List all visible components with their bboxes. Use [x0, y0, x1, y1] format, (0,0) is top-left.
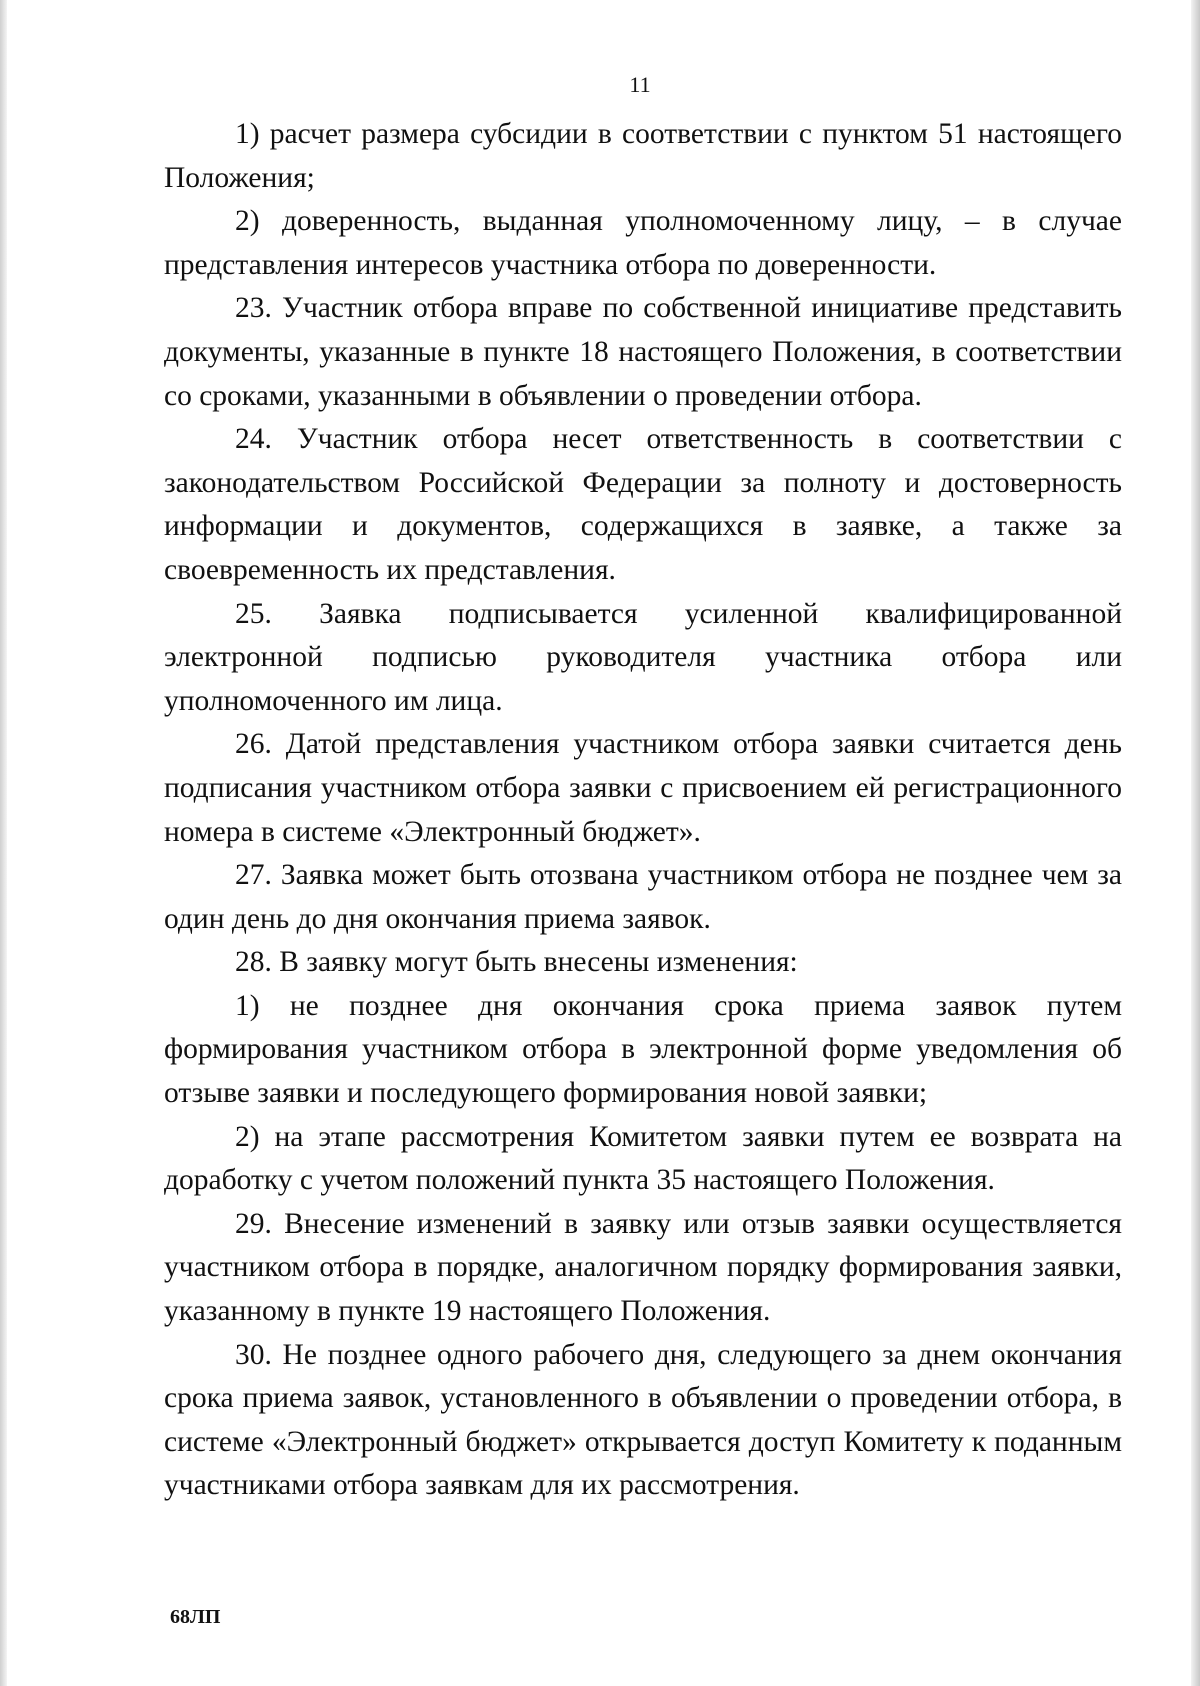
page-number: 11 [629, 72, 651, 97]
paragraph-26: 26. Датой представления участником отбора заявки считается день подписания участником отбора заявки с присвоением ей регистрационного номера в системе «Электронный бюджет». [164, 728, 1122, 848]
paragraph-28-item-1: 1) не позднее дня окончания срока приема заявок путем формирования участником отбора в электронной форме уведомления об отзыве заявки и последующего формирования новой заявки; [164, 989, 1122, 1110]
paragraph-25: 25. Заявка подписывается усиленной квалифицированной электронной подписью руководителя участника отбора или уполномоченного им лица. [164, 597, 1122, 717]
footer-code: 68ЛП [170, 1606, 221, 1628]
paragraph-29: 29. Внесение изменений в заявку или отзыв заявки осуществляется участником отбора в порядке, аналогичном порядку формирования заявки, указанному в пункте 19 настоящего Положения. [164, 1207, 1122, 1328]
paragraph-item-2: 2) доверенность, выданная уполномоченному лицу, – в случае представления интересов участника отбора по доверенности. [164, 205, 1122, 281]
document-body [164, 113, 1122, 1508]
paragraph-28-item-2: 2) на этапе рассмотрения Комитетом заявки путем ее возврата на доработку с учетом положений пункта 35 настоящего Положения. [164, 1120, 1122, 1197]
paragraph-24: 24. Участник отбора несет ответственность в соответствии с законодательством Российской Федерации за полноту и достоверность информации и документов, содержащихся в заявке, а также за своевременность их представления. [164, 423, 1122, 586]
paragraph-27: 27. Заявка может быть отозвана участником отбора не позднее чем за один день до дня окончания приема заявок. [164, 859, 1122, 935]
paragraph-28: 28. В заявку могут быть внесены изменения: [235, 946, 798, 979]
scan-edge-right [1191, 0, 1200, 1686]
paragraph-23: 23. Участник отбора вправе по собственной инициативе представить документы, указанные в пункте 18 настоящего Положения, в соответствии со сроками, указанными в объявлении о проведении отбора. [164, 292, 1122, 412]
paragraph-item-1: 1) расчет размера субсидии в соответствии с пунктом 51 настоящего Положения; [164, 118, 1122, 194]
scan-edge-left [0, 0, 7, 1686]
paragraph-30: 30. Не позднее одного рабочего дня, следующего за днем окончания срока приема заявок, установленного в объявлении о проведении отбора, в системе «Электронный бюджет» открывается доступ Комитету к поданным участниками отбора заявкам для их рассмотрения. [164, 1338, 1122, 1502]
